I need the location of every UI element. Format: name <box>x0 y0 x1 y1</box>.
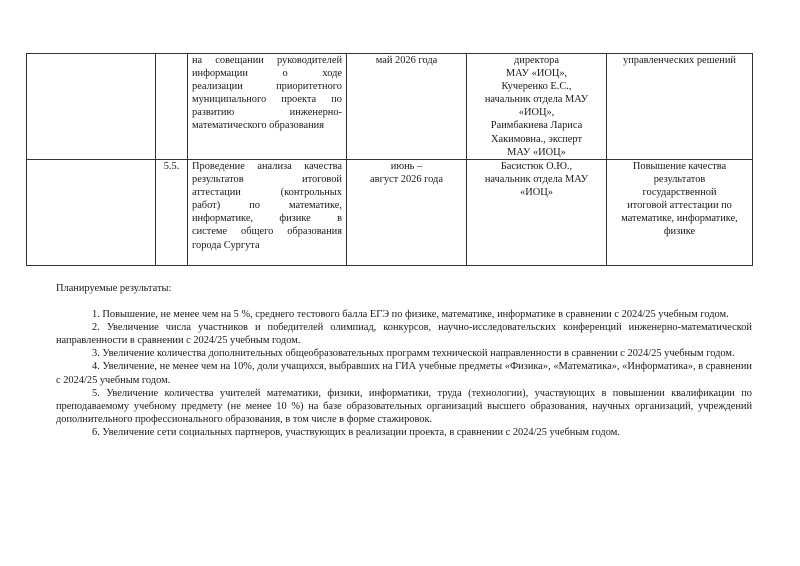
item-text: Повышение, не менее чем на 5 %, среднего тестового балла ЕГЭ по физике, математике, информатике в сравнении с 2024/25 учебным годом. <box>102 309 729 321</box>
activity-line: аттестации (контрольных <box>192 187 342 199</box>
item-text: Увеличение числа участников и победителей олимпиад, конкурсов, научно-исследовательских конференций инженерно-математической направленности в сравнении с 2024/25 учебным годом. <box>56 322 752 347</box>
planned-results <box>56 282 752 439</box>
responsible-line: Хакимовна., эксперт <box>491 133 582 145</box>
item-text: Увеличение, не менее чем на 10%, доли учащихся, выбравших на ГИА учебные предметы «Физика», «Математика», «Информатика», в сравнении с 2024/25 учебным годом. <box>56 361 752 386</box>
responsible-cell <box>467 54 607 160</box>
result-item <box>56 308 752 321</box>
activity-line: математического образования <box>192 120 324 132</box>
activity-cell <box>188 160 347 266</box>
activity-line: развитию инженерно- <box>192 107 342 119</box>
item-text: Увеличение сети социальных партнеров, участвующих в реализации проекта, в сравнении с 2024/25 учебным годом. <box>102 426 620 438</box>
activity-line: работ) по математике, <box>192 200 342 212</box>
activity-line: информатике, физике в <box>192 213 342 225</box>
responsible-line: МАУ «ИОЦ» <box>507 146 566 158</box>
result-line: Повышение качества <box>632 161 727 172</box>
responsible-line: Кучеренко Е.С., <box>501 81 572 93</box>
period-line: июнь – <box>390 161 423 172</box>
activity-line: результатов итоговой <box>192 174 342 186</box>
number-cell: 5.5. <box>156 160 188 266</box>
result-line: государственной <box>642 187 717 199</box>
group-cell <box>27 160 156 266</box>
period-cell: май 2026 года <box>347 54 467 160</box>
result-item <box>56 426 752 439</box>
result-line: итоговой аттестации по <box>627 200 732 212</box>
result-cell <box>607 160 753 266</box>
responsible-line: начальник отдела МАУ <box>484 94 589 106</box>
result-item <box>56 321 752 347</box>
result-item <box>56 347 752 360</box>
responsible-cell <box>467 160 607 266</box>
responsible-line: МАУ «ИОЦ», <box>505 68 568 80</box>
result-cell <box>607 54 753 160</box>
item-text: Увеличение количества учителей математики, физики, информатики, труда (технологии), участвующих в повышении квалификации по преподаваемому учебному предмету (не менее 10 %) на базе образовательных организаций высшего образования, научных организаций, учреждений дополнительного профессионального образования, в том числе в форме стажировок. <box>56 387 752 425</box>
item-number: 5. <box>92 387 100 399</box>
activity-cell <box>188 54 347 160</box>
result-line: управленческих решений <box>623 55 736 66</box>
activity-line: информации о ходе <box>192 68 342 80</box>
table-row <box>27 54 753 160</box>
result-line: физике <box>663 226 696 238</box>
responsible-line: Раимбакиева Лариса <box>490 120 583 132</box>
result-line: математике, информатике, <box>621 213 738 225</box>
responsible-line: «ИОЦ», <box>518 107 555 119</box>
result-item <box>56 387 752 426</box>
result-item <box>56 360 752 386</box>
responsible-line: начальник отдела МАУ <box>484 174 589 186</box>
responsible-line: директора <box>514 55 559 66</box>
activity-line: реализации приоритетного <box>192 81 342 93</box>
activity-line: системе общего образования <box>192 226 342 238</box>
activity-line: на совещании руководителей <box>192 55 342 66</box>
activity-line: муниципального проекта по <box>192 94 342 106</box>
period-line: август 2026 года <box>370 174 443 186</box>
results-heading: Планируемые результаты: <box>56 283 172 294</box>
item-number: 1. <box>92 309 100 321</box>
result-line: результатов <box>653 174 706 186</box>
item-number: 6. <box>92 426 100 438</box>
activities-table <box>26 53 753 266</box>
item-text: Увеличение количества дополнительных общеобразовательных программ технической направленности в сравнении с 2024/25 учебным годом. <box>102 348 735 360</box>
responsible-line: «ИОЦ» <box>520 187 553 199</box>
table-row <box>27 160 753 266</box>
responsible-line: Басистюк О.Ю., <box>500 161 573 172</box>
group-cell <box>27 54 156 160</box>
item-number: 4. <box>92 361 100 373</box>
activity-line: города Сургута <box>192 239 260 251</box>
activity-line: Проведение анализа качества <box>192 161 342 172</box>
period-cell <box>347 160 467 266</box>
number-cell <box>156 54 188 160</box>
item-number: 3. <box>92 348 100 360</box>
item-number: 2. <box>92 322 100 334</box>
